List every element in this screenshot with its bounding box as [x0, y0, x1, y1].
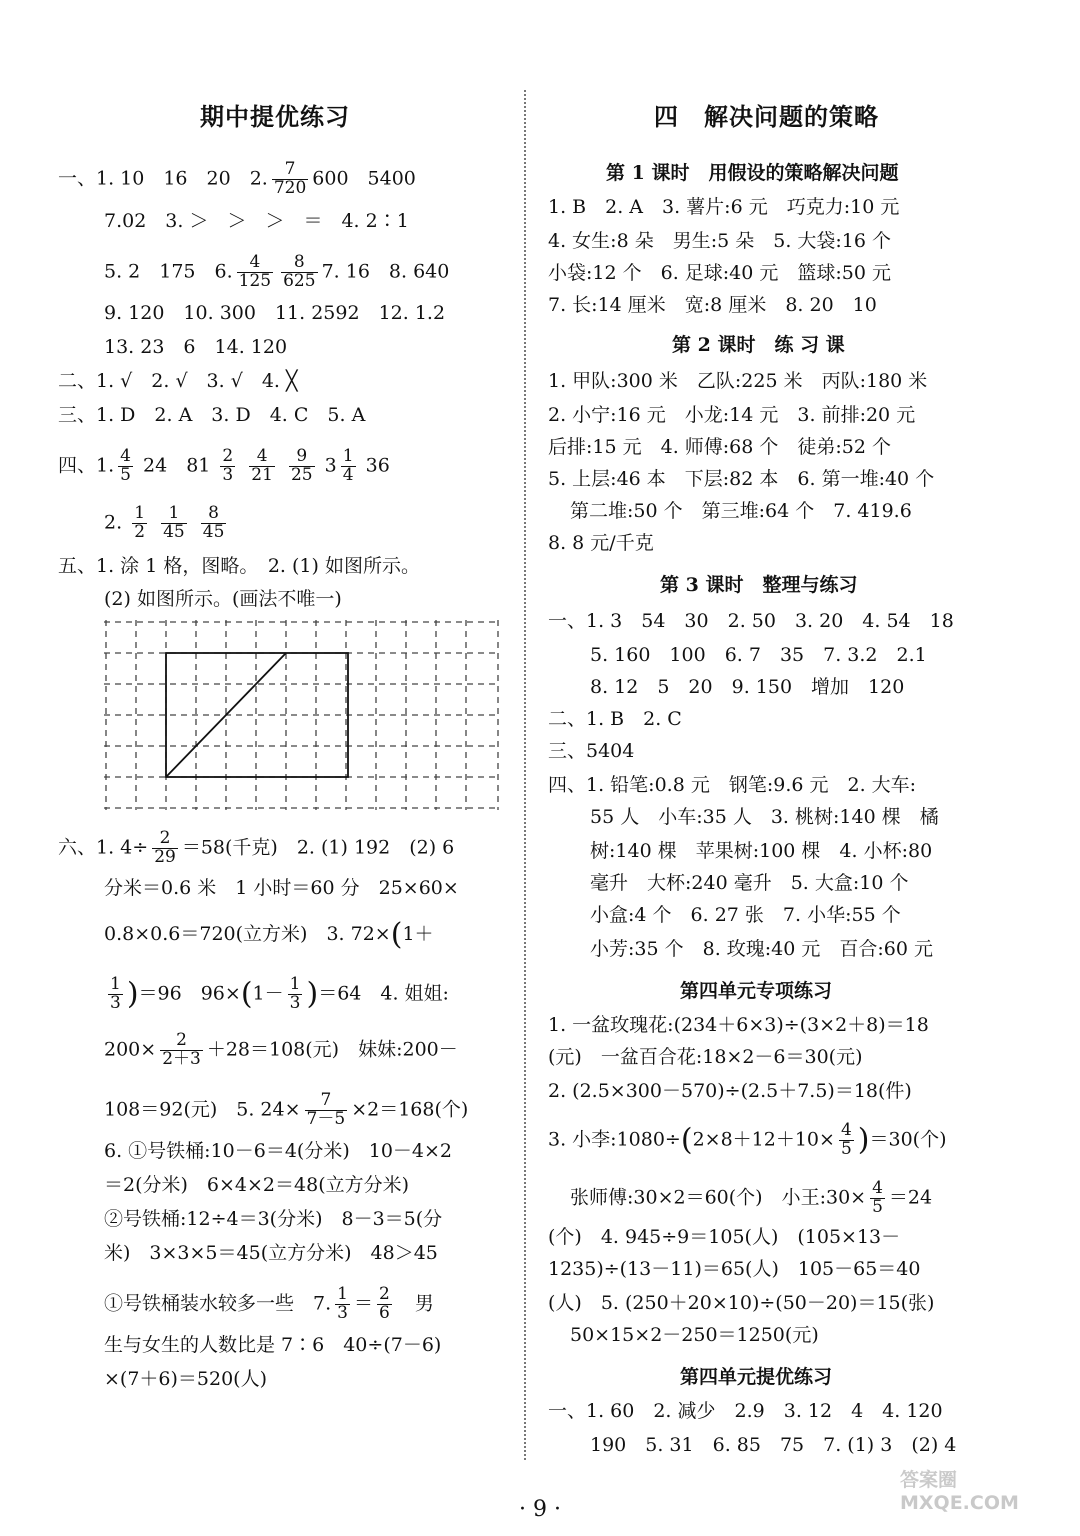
- answer-line: 55 人 小车:35 人 3. 桃树:140 棵 橘: [590, 806, 939, 828]
- answer-line: 一、1. 3 54 30 2. 50 3. 20 4. 54 18: [548, 610, 954, 632]
- answer-line: 2. 小宁:16 元 小龙:14 元 3. 前排:20 元: [548, 404, 916, 426]
- section-heading: 第 1 课时 用假设的策略解决问题: [606, 162, 899, 184]
- answer-line: 二、1. B 2. C: [548, 708, 682, 730]
- answer-line: 6. ①号铁桶:10－6＝4(分米) 10－4×2: [104, 1140, 453, 1162]
- answer-line: 后排:15 元 4. 师傅:68 个 徒弟:52 个: [548, 436, 892, 458]
- answer-line: 9. 120 10. 300 11. 2592 12. 1.2: [104, 302, 446, 324]
- answer-line: 5. 2 175 6. $\frac{4}{125}$ $\frac{8}{625}$ 7. 16 8. 640: [104, 252, 450, 291]
- answer-line: 第二堆:50 个 第三堆:64 个 7. 419.6: [570, 500, 912, 522]
- answer-line: 三、5404: [548, 740, 635, 762]
- answer-line: ×(7＋6)＝520(人): [104, 1368, 268, 1390]
- answer-line: 分米＝0.6 米 1 小时＝60 分 25×60×: [104, 877, 459, 899]
- answer-line: ①号铁桶装水较多一些 7. $\frac{1}{3}$ ＝ $\frac{2}{6}$ 男: [104, 1284, 434, 1323]
- answer-line: 二、1. √ 2. √ 3. √ 4. ╳: [58, 370, 298, 392]
- answer-line: 190 5. 31 6. 85 75 7. (1) 3 (2) 4: [590, 1434, 957, 1456]
- answer-line: 一、1. 60 2. 减少 2.9 3. 12 4 4. 120: [548, 1400, 943, 1422]
- answer-line: 0.8×0.6＝720(立方米) 3. 72×(1＋: [104, 917, 434, 952]
- answer-line: 2. (2.5×300－570)÷(2.5＋7.5)＝18(件): [548, 1080, 912, 1102]
- answer-line: $\frac{1}{3}$ )＝96 96×(1－ $\frac{1}{3}$ )＝64 4. 姐姐:: [110, 974, 449, 1013]
- answer-line: 四、1. 铅笔:0.8 元 钢笔:9.6 元 2. 大车:: [548, 774, 917, 796]
- answer-line: 13. 23 6 14. 120: [104, 336, 288, 358]
- answer-line: 1. B 2. A 3. 薯片:6 元 巧克力:10 元: [548, 196, 900, 218]
- answer-line: ＝2(分米) 6×4×2＝48(立方分米): [104, 1174, 410, 1196]
- answer-line: 3. 小李:1080÷(2×8＋12＋10× $\frac{4}{5}$ )＝30(个): [548, 1120, 947, 1159]
- answer-line: 2. $\frac{1}{2}$ $\frac{1}{45}$ $\frac{8}{45}$: [104, 503, 225, 542]
- answer-line: 生与女生的人数比是 7∶6 40÷(7－6): [104, 1334, 442, 1356]
- answer-line: 四、1. $\frac{4}{5}$ 24 81 $\frac{2}{3}$ $\frac{4}{21}$ $\frac{9}{25}$ 3 $\frac{1}{4}$ 36: [58, 446, 390, 485]
- answer-line: 小芳:35 个 8. 玫瑰:40 元 百合:60 元: [590, 938, 934, 960]
- section-heading: 第 3 课时 整理与练习: [660, 574, 858, 596]
- answer-line: 三、1. D 2. A 3. D 4. C 5. A: [58, 404, 366, 426]
- answer-line: 1235)÷(13－11)＝65(人) 105－65＝40: [548, 1258, 921, 1280]
- answer-line: 1. 甲队:300 米 乙队:225 米 丙队:180 米: [548, 370, 928, 392]
- section-heading: 第 2 课时 练 习 课: [672, 334, 845, 356]
- answer-line: (个) 4. 945÷9＝105(人) (105×13－: [548, 1226, 901, 1248]
- answer-line: 树:140 棵 苹果树:100 棵 4. 小杯:80: [590, 840, 933, 862]
- answer-line: 5. 160 100 6. 7 35 7. 3.2 2.1: [590, 644, 927, 666]
- answer-line: 小袋:12 个 6. 足球:40 元 篮球:50 元: [548, 262, 892, 284]
- answer-line: 六、1. 4÷ $\frac{2}{29}$ ＝58(千克) 2. (1) 192 (2) 6: [58, 828, 455, 867]
- answer-line: (人) 5. (250＋20×10)÷(50－20)＝15(张): [548, 1292, 935, 1314]
- answer-line: 毫升 大杯:240 毫升 5. 大盒:10 个: [590, 872, 909, 894]
- section-heading: 第四单元专项练习: [680, 980, 833, 1002]
- answer-line: 1. 一盆玫瑰花:(234＋6×3)÷(3×2＋8)＝18: [548, 1014, 929, 1036]
- watermark: 答案圈 MXQE.COM: [900, 1469, 1019, 1514]
- answer-line: 8. 12 5 20 9. 150 增加 120: [590, 676, 905, 698]
- answer-line: (元) 一盆百合花:18×2－6＝30(元): [548, 1046, 863, 1068]
- answer-line: 5. 上层:46 本 下层:82 本 6. 第一堆:40 个: [548, 468, 935, 490]
- answer-line: (2) 如图所示。(画法不唯一): [104, 588, 342, 610]
- section-heading: 第四单元提优练习: [680, 1366, 833, 1388]
- column-divider: [524, 90, 526, 1460]
- right-title: 四 解决问题的策略: [654, 102, 879, 131]
- answer-line: 7. 长:14 厘米 宽:8 厘米 8. 20 10: [548, 294, 877, 316]
- answer-line: 米) 3×3×5＝45(立方分米) 48＞45: [104, 1242, 438, 1264]
- answer-line: 一、1. 10 16 20 2. $\frac{7}{720}$ 600 5400: [58, 159, 416, 198]
- dotted-grid-figure: [104, 620, 502, 812]
- answer-line: 8. 8 元/千克: [548, 532, 654, 554]
- answer-line: 五、1. 涂 1 格，图略。 2. (1) 如图所示。: [58, 555, 420, 577]
- answer-line: 200× $\frac{2}{2+3}$ ＋28＝108(元) 妹妹:200－: [104, 1030, 458, 1069]
- answer-line: ②号铁桶:12÷4＝3(分米) 8－3＝5(分: [104, 1208, 443, 1230]
- answer-line: 7.02 3. ＞ ＞ ＞ ＝ 4. 2∶1: [104, 210, 409, 232]
- left-title: 期中提优练习: [200, 102, 350, 131]
- answer-line: 108＝92(元) 5. 24× $\frac{7}{7-5}$ ×2＝168(个): [104, 1090, 469, 1129]
- answer-line: 50×15×2－250＝1250(元): [570, 1324, 819, 1346]
- answer-line: 张师傅:30×2＝60(个) 小王:30× $\frac{4}{5}$ ＝24: [570, 1178, 933, 1217]
- page-number: · 9 ·: [519, 1497, 561, 1522]
- answer-line: 小盒:4 个 6. 27 张 7. 小华:55 个: [590, 904, 901, 926]
- answer-line: 4. 女生:8 朵 男生:5 朵 5. 大袋:16 个: [548, 230, 892, 252]
